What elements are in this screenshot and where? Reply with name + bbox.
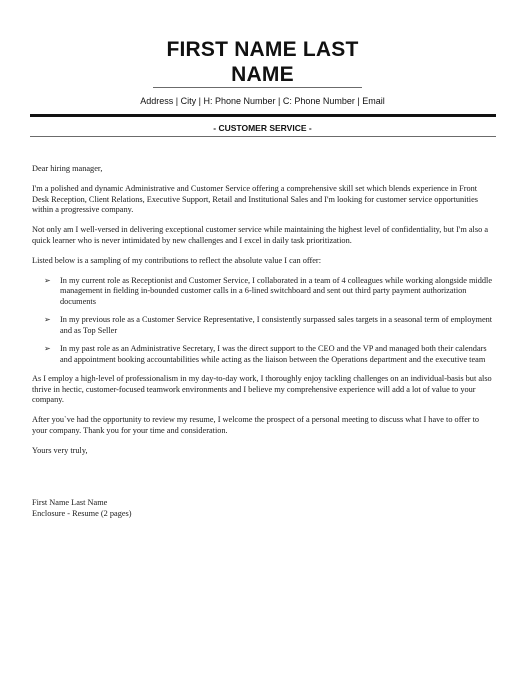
paragraph-skills: Not only am I well-versed in delivering exceptional customer service while maintaining the highest level of confidentiality, but I'm also a quick learner who is never intimidated by new challenges and I excel in daily task prioritization. (32, 225, 489, 245)
header-divider-thin (30, 136, 496, 137)
paragraph-professionalism: As I employ a high-level of professionalism in my day-to-day work, I thoroughly enjoy tackling challenges on an individual-basis but also thrive in hectic, customer-focused teamwork environments and I believe my comprehensive experience will add a lot of value to your company. (32, 374, 492, 404)
arrow-bullet-icon: ➢ (44, 344, 51, 353)
name-line-1: FIRST NAME LAST (166, 38, 359, 61)
arrow-bullet-icon: ➢ (44, 275, 51, 285)
arrow-bullet-icon: ➢ (44, 315, 51, 324)
list-item-text: In my current role as Receptionist and Customer Service, I collaborated in a team of 4 colleagues while working alongside middle management in fielding in-bounded customer calls in a 6-lined switchboard and sent out third party payment authorization documents (60, 275, 493, 306)
section-heading: - CUSTOMER SERVICE - (213, 123, 312, 133)
contributions-list (32, 276, 494, 366)
list-item-text: In my previous role as a Customer Service Representative, I consistently surpassed sales targets in a seasonal term of employment and as Top Seller (60, 315, 493, 335)
name-underline (153, 87, 362, 88)
letter-body (32, 164, 494, 519)
paragraph-intro: I'm a polished and dynamic Administrative and Customer Service offering a comprehensive skill set which blends experience in Front Desk Reception, Client Relations, Executive Support, Retail and Institutional Sales and I'm looking for customer service opportunities within a progressive company. (32, 184, 478, 214)
signature-name: First Name Last Name (32, 498, 108, 507)
closing: Yours very truly, (32, 445, 88, 455)
list-item (32, 276, 494, 308)
header-divider-thick (30, 114, 496, 117)
applicant-name-heading (0, 37, 525, 87)
salutation: Dear hiring manager, (32, 164, 103, 173)
signature-block (32, 498, 494, 519)
list-item (32, 344, 494, 365)
list-item-text: In my past role as an Administrative Secretary, I was the direct support to the CEO and the VP and managed both their calendars and appointment booking accountabilities while acting as the liaison between the Operations department and the executive team (60, 344, 487, 364)
name-line-2: NAME (231, 63, 294, 86)
contact-info: Address | City | H: Phone Number | C: Phone Number | Email (140, 96, 385, 106)
paragraph-call-to-action: After you`ve had the opportunity to review my resume, I welcome the prospect of a personal meeting to discuss what I have to offer to your company. Thank you for your time and consideration. (32, 415, 480, 435)
enclosure-note: Enclosure - Resume (2 pages) (32, 508, 132, 518)
list-item (32, 315, 494, 336)
paragraph-contributions-lead: Listed below is a sampling of my contributions to reflect the absolute value I can offer: (32, 255, 322, 265)
